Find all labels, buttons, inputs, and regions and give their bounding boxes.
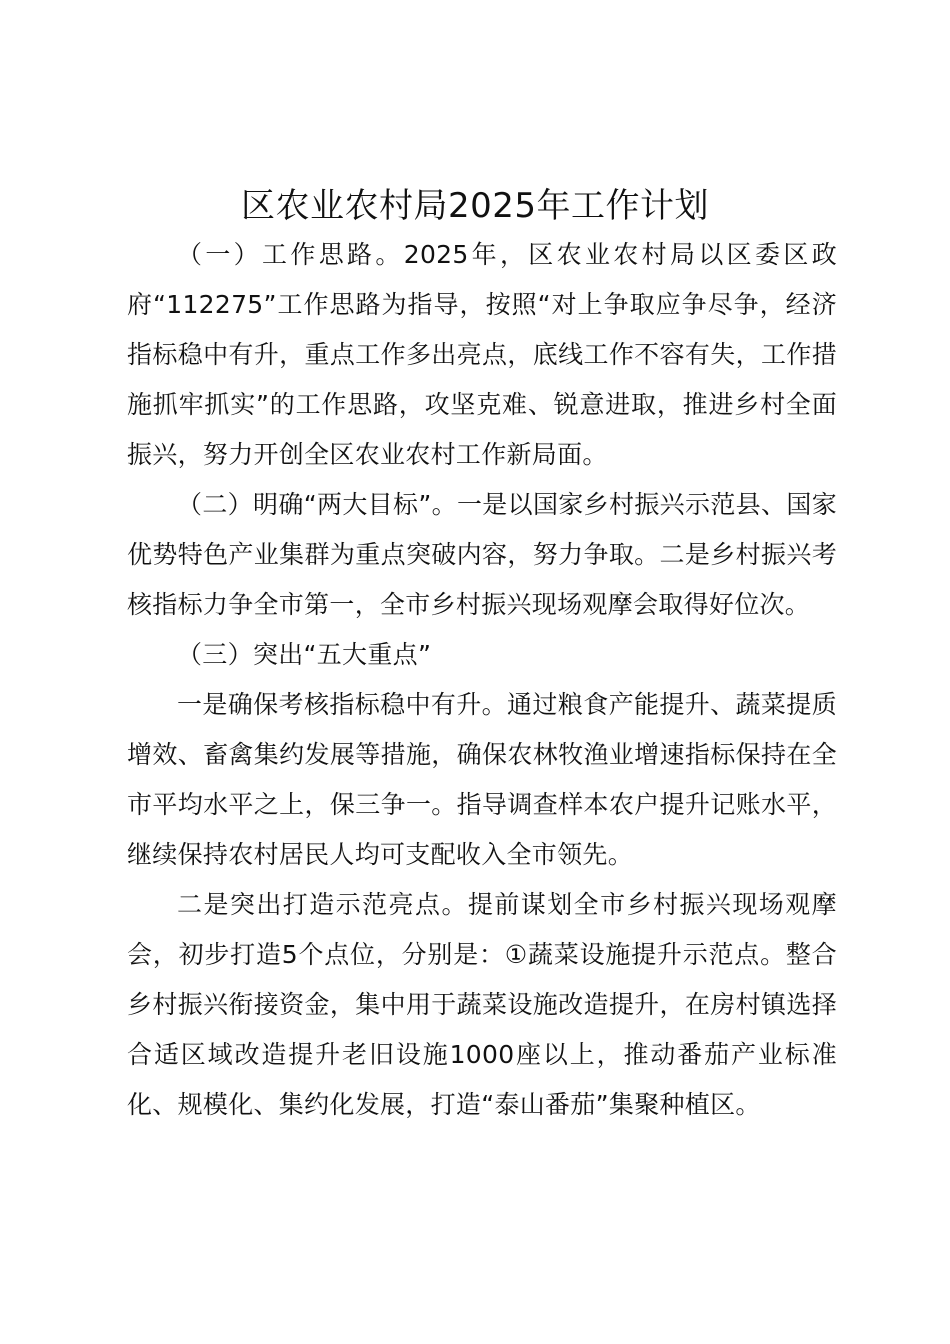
paragraph-five-priorities-heading: （三）突出“五大重点” xyxy=(177,640,432,669)
document-body xyxy=(127,230,837,1130)
paragraph-priority-two: 二是突出打造示范亮点。提前谋划全市乡村振兴现场观摩会，初步打造5个点位，分别是：①蔬菜设施提升示范点。整合乡村振兴衔接资金，集中用于蔬菜设施改造提升，在房村镇选择合适区域改造提升老旧设施1000座以上，推动番茄产业标准化、规模化、集约化发展，打造“泰山番茄”集聚种植区。 xyxy=(127,890,837,1119)
paragraph-priority-one: 一是确保考核指标稳中有升。通过粮食产能提升、蔬菜提质增效、畜禽集约发展等措施，确保农林牧渔业增速指标保持在全市平均水平之上，保三争一。指导调查样本农户提升记账水平，继续保持农村居民人均可支配收入全市领先。 xyxy=(127,690,837,869)
document-title: 区农业农村局2025年工作计划 xyxy=(240,186,710,226)
paragraph-work-approach: （一）工作思路。2025年，区农业农村局以区委区政府“112275”工作思路为指导，按照“对上争取应争尽争，经济指标稳中有升，重点工作多出亮点，底线工作不容有失，工作措施抓牢抓实”的工作思路，攻坚克难、锐意进取，推进乡村全面振兴，努力开创全区农业农村工作新局面。 xyxy=(127,240,837,469)
paragraph-two-goals: （二）明确“两大目标”。一是以国家乡村振兴示范县、国家优势特色产业集群为重点突破内容，努力争取。二是乡村振兴考核指标力争全市第一，全市乡村振兴现场观摩会取得好位次。 xyxy=(127,490,837,619)
